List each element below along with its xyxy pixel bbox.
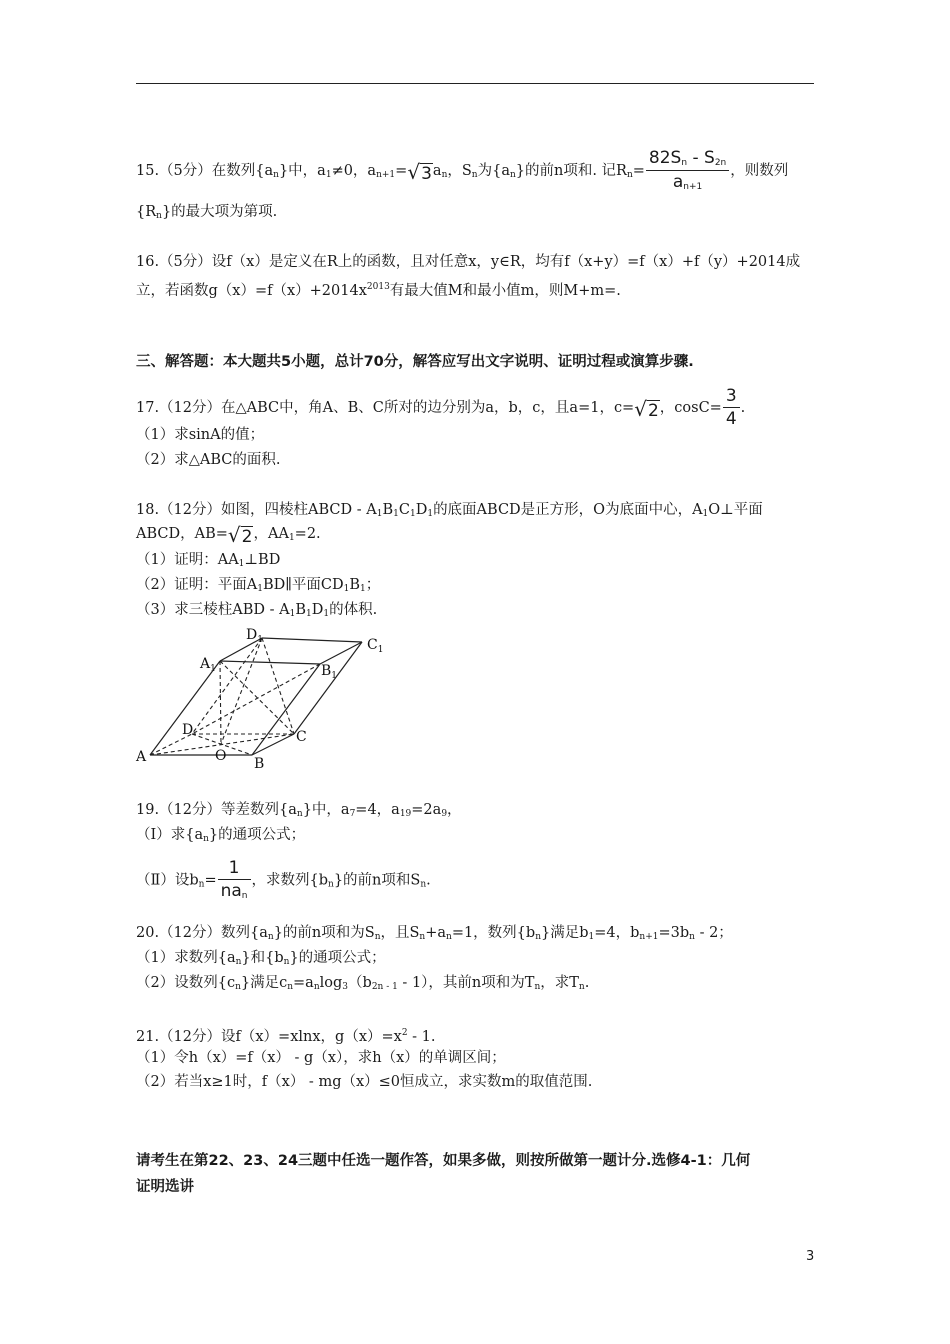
sqrt-symbol: √2	[634, 397, 659, 421]
q18-line1: 18.（12分）如图，四棱柱ABCD - $A_1B_1C_1D_1$的底面ABCD是正方形，O为底面中心，$A_1O\perp$平面	[136, 502, 763, 519]
sqrt-symbol: √3	[407, 160, 432, 184]
q19-fraction: $\frac{1}{na_n}$	[218, 860, 251, 901]
q16-line2: 立，若函数$g(x)=f(x)+2014x^{2013}$有最大值M和最小值m，则M+m=.	[136, 282, 621, 299]
page-number: 3	[806, 1249, 815, 1264]
q20-part2: （2）设数列$\{c_n\}$满足$c_n=a_n\log_3(b_{2n - 1} - 1)$，其前n项和为$T_n$，求$T_n$.	[136, 975, 590, 992]
sqrt-symbol: √2	[227, 523, 253, 547]
q17-part1: （1）求sinA的值；	[136, 427, 265, 443]
header-rule	[136, 83, 814, 84]
label-D: D	[182, 722, 194, 738]
q15-fraction: $\frac{82S_n - S_{2n}}{a_{n+1}}$	[646, 150, 729, 192]
q17-line1: 17.（12分）在△ABC中，角A、B、C所对的边分别为a，b，c，且a=1，c=√2，cosC= $\frac{3}{4}$ .	[136, 386, 746, 429]
label-C: C	[296, 729, 307, 745]
prism-figure	[134, 622, 384, 772]
q19-line1: 19.（12分）等差数列$\{a_n\}$中，$a_7=4$，$a_{19}=2a_9$，	[136, 802, 462, 819]
q18-part2: （2）证明：平面$A_1BD\parallel$平面$CD_1B_1$；	[136, 577, 381, 594]
elective-note-line2: 证明选讲	[136, 1179, 194, 1195]
elective-note-line1: 请考生在第22、23、24三题中任选一题作答，如果多做，则按所做第一题计分.选修4-1：几何	[136, 1153, 751, 1169]
q15-line2: $\{R_n\}$的最大项为第项.	[136, 204, 278, 221]
q15-line1: 15.（5分）在数列$\{a_n\}$中，$a_1\ne 0$，$a_{n+1}=√3a_n$，$S_n$为$\{a_n\}$的前n项和. 记$R_n=$ $\frac{82S_n - S_{2n}}{a_{n+1}}$ ，则数列	[136, 148, 789, 192]
q21-part1: （1）令h（x）=f（x） - g（x），求h（x）的单调区间；	[136, 1050, 506, 1066]
q18-part3: （3）求三棱柱ABD - $A_1B_1D_1$的体积.	[136, 602, 378, 619]
q21-part2: （2）若当x≥1时，f（x） - mg（x）≤0恒成立，求实数m的取值范围.	[136, 1074, 593, 1090]
label-B: B	[254, 756, 265, 772]
q18-line2: ABCD，AB=√2，$AA_1=2$.	[136, 523, 321, 547]
label-B1: $B_1$	[321, 663, 338, 681]
q18-part1: （1）证明：$AA_1\perp BD$	[136, 552, 281, 569]
label-D1: $D_1$	[246, 627, 263, 645]
label-O: O	[215, 748, 227, 764]
q16-line1: 16.（5分）设f（x）是定义在R上的函数，且对任意x，y∈R，均有f（x+y）=f（x）+f（y）+2014成	[136, 254, 801, 270]
q17-part2: （2）求△ABC的面积.	[136, 452, 281, 468]
q17-fraction: $\frac{3}{4}$	[723, 388, 740, 428]
q20-line1: 20.（12分）数列$\{a_n\}$的前n项和为$S_n$，且$S_n+a_n=1$，数列$\{b_n\}$满足$b_1=4$，$b_{n+1}=3b_n - 2$；	[136, 925, 733, 942]
q20-part1: （1）求数列$\{a_n\}$和$\{b_n\}$的通项公式；	[136, 950, 386, 967]
q19-part2: （Ⅱ）设$b_n=$ $\frac{1}{na_n}$ ，求数列$\{b_n\}$的前n项和$S_n$.	[136, 858, 431, 901]
q21-line1: 21.（12分）设f（x）=xlnx，$g(x)=x^2 - 1$.	[136, 1028, 436, 1045]
label-A: A	[136, 749, 147, 765]
label-A1: $A_1$	[200, 656, 216, 674]
label-C1: $C_1$	[367, 637, 384, 655]
q19-part1: （Ⅰ）求$\{a_n\}$的通项公式；	[136, 827, 306, 844]
section-heading: 三、解答题：本大题共5小题，总计70分，解答应写出文字说明、证明过程或演算步骤.	[136, 354, 694, 370]
